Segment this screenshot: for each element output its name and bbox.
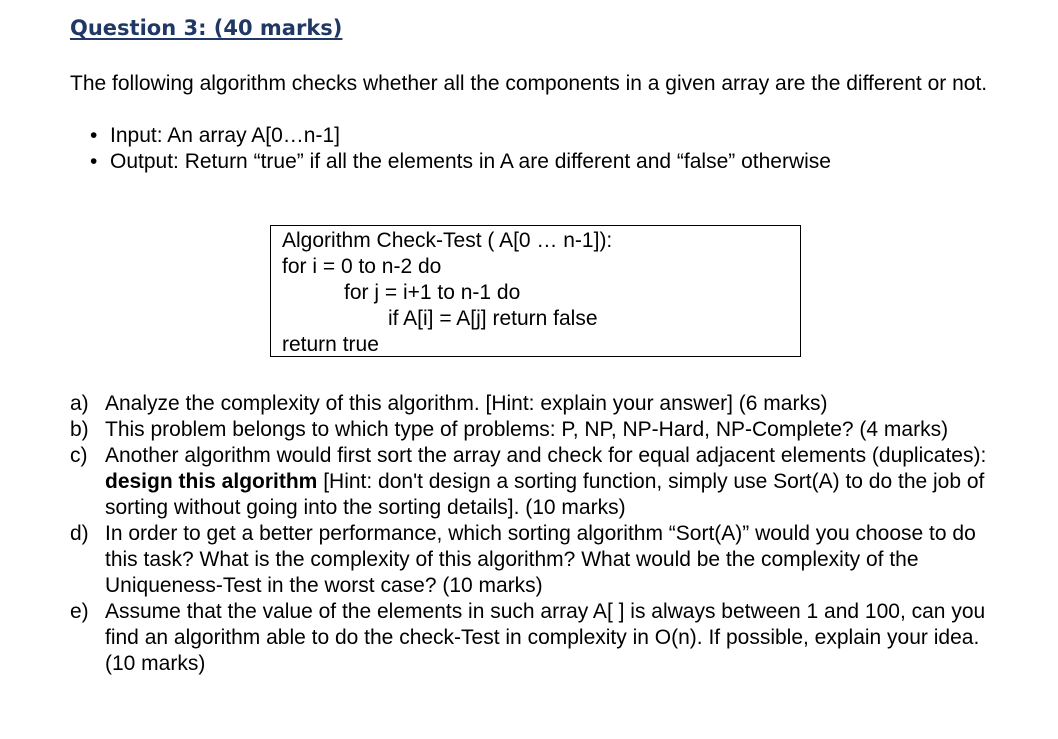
bullet-item-input <box>90 123 831 149</box>
question-heading: Question 3: (40 marks) <box>70 16 343 40</box>
bullet-icon: • <box>90 124 98 147</box>
sub-question-text: In order to get a better performance, which sorting algorithm “Sort(A)” would you choose to do this task? What is the complexity of this algorithm? What would be the complexity of the Uniqueness-Test in the worst case? (10 marks) <box>105 522 976 597</box>
sub-question-text: This problem belongs to which type of problems: P, NP, NP-Hard, NP-Complete? (4 marks) <box>105 418 949 441</box>
algorithm-line: Algorithm Check-Test ( A[0 … n-1]): <box>282 229 613 252</box>
sub-question-bold-text: design this algorithm <box>105 470 318 493</box>
io-bullet-list <box>90 123 831 175</box>
bullet-text: Input: An array A[0…n-1] <box>110 124 340 147</box>
sub-question-label: b) <box>70 418 89 441</box>
algorithm-line: for j = i+1 to n-1 do <box>344 281 521 304</box>
bullet-item-output <box>90 149 831 175</box>
algorithm-box <box>270 225 801 357</box>
sub-question-text: Assume that the value of the elements in such array A[ ] is always between 1 and 100, can you find an algorithm able to do the check-Test in complexity in O(n). If possible, explain your idea. (10 marks) <box>105 600 986 675</box>
sub-question-text-part: [Hint: don't design a sorting function, simply use Sort(A) to do the job of sorting without going into the sorting details]. (10 marks) <box>105 470 985 519</box>
bullet-icon: • <box>90 150 98 173</box>
sub-question-label: d) <box>70 522 89 545</box>
sub-question-label: c) <box>70 444 88 467</box>
sub-question-c <box>70 443 1005 521</box>
sub-question-text <box>105 443 1005 521</box>
algorithm-line: if A[i] = A[j] return false <box>388 307 598 330</box>
sub-question-list <box>70 391 1005 677</box>
sub-question-text-part: Another algorithm would first sort the array and check for equal adjacent elements (duplicates): <box>105 444 987 467</box>
sub-question-a <box>70 391 1005 417</box>
bullet-text: Output: Return “true” if all the elements in A are different and “false” otherwise <box>110 150 831 173</box>
algorithm-line: return true <box>282 333 379 356</box>
sub-question-label: e) <box>70 600 89 623</box>
intro-paragraph: The following algorithm checks whether all the components in a given array are the different or not. <box>70 72 988 95</box>
algorithm-line: for i = 0 to n-2 do <box>282 255 442 278</box>
sub-question-text: Analyze the complexity of this algorithm. [Hint: explain your answer] (6 marks) <box>105 392 828 415</box>
sub-question-d <box>70 521 1005 599</box>
sub-question-e <box>70 599 1005 677</box>
sub-question-label: a) <box>70 392 89 415</box>
sub-question-b <box>70 417 1005 443</box>
